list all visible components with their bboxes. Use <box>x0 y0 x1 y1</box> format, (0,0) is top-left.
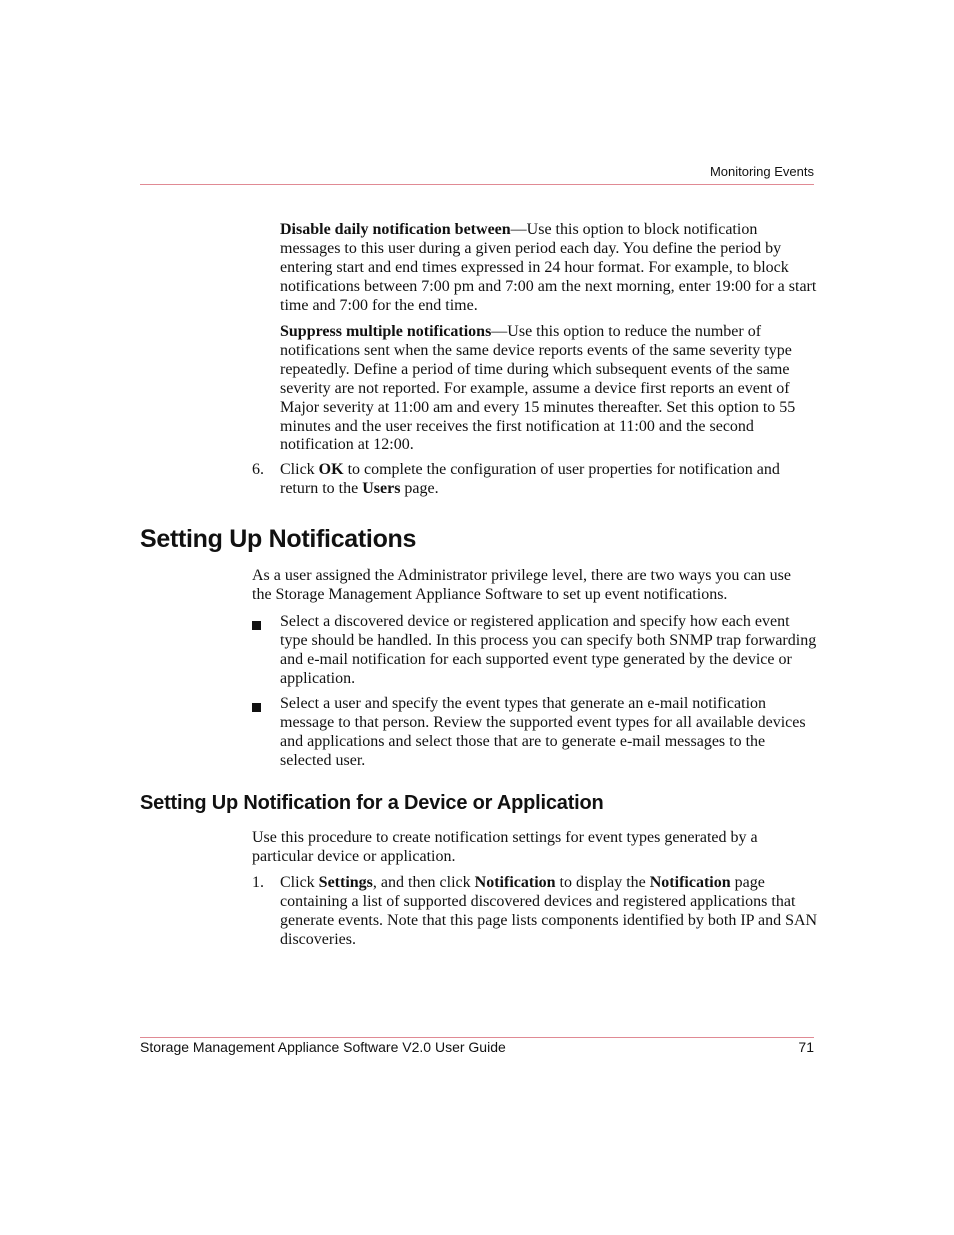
step6-paragraph <box>280 461 820 499</box>
option-suppress-term: Suppress multiple notifications <box>280 323 492 340</box>
option-suppress-paragraph <box>280 323 820 455</box>
settings-label: Settings <box>318 874 373 891</box>
step1-text-3: to display the <box>555 874 650 891</box>
running-header-title: Monitoring Events <box>709 164 814 179</box>
notification-label: Notification <box>474 874 556 891</box>
bullet-item: Select a discovered device or registered application and specify how each event type should be handled. In this process you can specify both SNMP trap forwarding and e-mail notification for each supported event type generated by the device or application. <box>280 613 817 687</box>
step1-paragraph <box>280 874 820 950</box>
section2-intro: Use this procedure to create notification settings for event types generated by a particular device or application. <box>252 829 758 865</box>
step1-text-2: , and then click <box>372 874 475 891</box>
ok-label: OK <box>318 461 344 478</box>
bullet-marker <box>252 699 261 718</box>
header-rule <box>140 184 814 185</box>
option-suppress-text: —Use this option to reduce the number of notifications sent when the same device reports events of the same severity type repeatedly. Define a period of time during which subsequent events of the same severity are not reported. For example, assume a device first reports an event of Major severity at 11:00 am and every 15 minutes thereafter. Set this option to 55 minutes and the user receives the first notification at 11:00 and the second notification at 12:00. <box>280 323 796 454</box>
step6-number: 6. <box>252 461 264 478</box>
option-disable-paragraph <box>280 221 820 316</box>
option-disable-term: Disable daily notification between <box>280 221 511 238</box>
bullet-item: Select a user and specify the event types that generate an e-mail notification message to that person. Review the supported event types for all available devices and applications and select those that are to generate e-mail messages to the selected user. <box>280 695 806 769</box>
step6-text-1: Click <box>280 461 319 478</box>
step1-number: 1. <box>252 874 264 891</box>
notification-page-label: Notification <box>649 874 731 891</box>
footer-guide-title: Storage Management Appliance Software V2.0 User Guide <box>140 1039 506 1055</box>
section1-intro: As a user assigned the Administrator privilege level, there are two ways you can use the Storage Management Appliance Software to set up event notifications. <box>252 567 791 603</box>
page-number: 71 <box>798 1039 814 1055</box>
footer-rule <box>140 1037 814 1038</box>
section-heading-setting-up-notifications: Setting Up Notifications <box>140 525 417 553</box>
step6-text-2: to complete the configuration of user properties for notification and return to the <box>280 461 780 497</box>
subsection-heading-device-or-application: Setting Up Notification for a Device or Application <box>140 792 604 814</box>
step1-text-4: page containing a list of supported discovered devices and registered applications that generate events. Note that this page lists components identified by both IP and SAN discoveries. <box>280 874 818 948</box>
step1-text-1: Click <box>280 874 319 891</box>
users-label: Users <box>362 479 401 497</box>
step6-text-3: page. <box>400 479 439 497</box>
bullet-marker <box>252 617 261 636</box>
option-disable-text: —Use this option to block notification messages to this user during a given period each day. You define the period by entering start and end times expressed in 24 hour format. For example, to block notifications between 7:00 pm and 7:00 am the next morning, enter 19:00 for a start time and 7:00 for the end time. <box>280 221 817 314</box>
